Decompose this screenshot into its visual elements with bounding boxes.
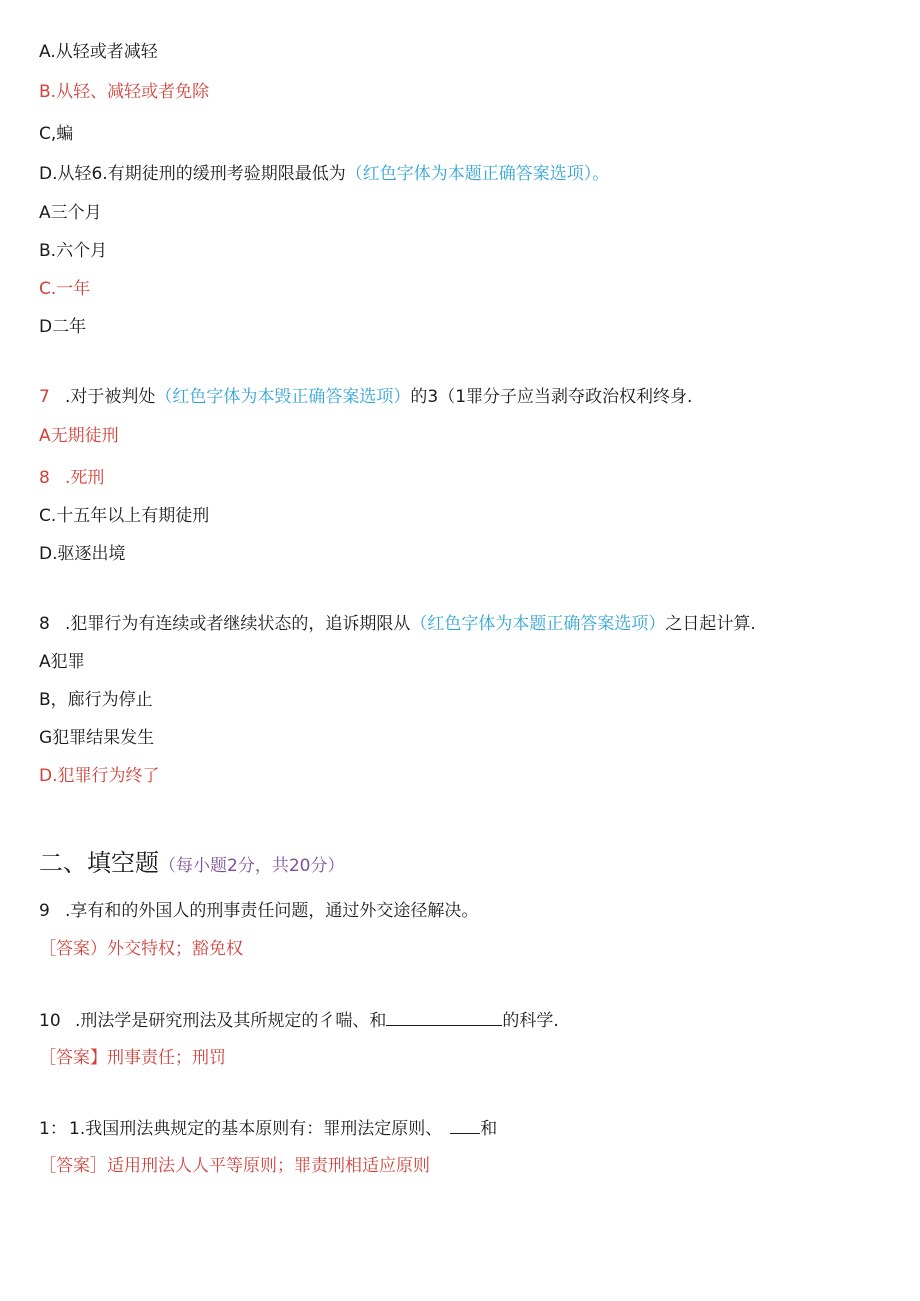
- q7-text: .对于被判处: [65, 387, 156, 407]
- section-heading: [39, 847, 344, 882]
- q7-option-c: C.十五年以上有期徒刑: [39, 506, 210, 526]
- q11-blank: [450, 1116, 480, 1134]
- q11-text-before: 1.我国刑法典规定的基本原则有：罪刑法定原则、: [69, 1119, 443, 1139]
- q6-option-c: C.一年: [39, 279, 91, 299]
- q11-text-after: 和: [480, 1119, 498, 1139]
- q9-answer: ［答案）外交特权；豁免权: [39, 939, 243, 959]
- q6-answer-hint: （红色字体为本题正确答案选项）: [345, 164, 593, 184]
- q6-option-b: B.六个月: [39, 241, 108, 261]
- q10-question: [39, 1008, 559, 1033]
- q7-option-a: A无期徒刑: [39, 426, 119, 446]
- q7-option-b-text: .死刑: [65, 468, 105, 488]
- q8-option-d: D.犯罪行为终了: [39, 766, 160, 786]
- q11-answer: ［答案］适用刑法人人平等原则；罪责刑相适应原则: [39, 1156, 430, 1176]
- q5-option-b: B.从轻、减轻或者免除: [39, 82, 210, 102]
- q11-number: 1：: [39, 1119, 67, 1139]
- q8-number: 8: [39, 614, 50, 634]
- q5-option-a: A.从轻或者减轻: [39, 42, 158, 62]
- q6-option-a: A三个月: [39, 203, 102, 223]
- q8-text-end: 之日起计算.: [665, 614, 756, 634]
- q6-option-d: D二年: [39, 317, 87, 337]
- q8-option-a: A犯罪: [39, 652, 85, 672]
- q6-question-end: 。: [592, 164, 610, 184]
- q10-blank: [386, 1008, 502, 1026]
- q7-option-b-number: 8: [39, 468, 50, 488]
- section-score: （每小题2分，共20分）: [159, 856, 345, 876]
- section-title: 二、填空题: [39, 849, 159, 877]
- q7-option-b: [39, 466, 104, 490]
- q7-number: 7: [39, 387, 50, 407]
- q8-option-b: B，廊行为停止: [39, 690, 153, 710]
- q5-option-d-and-q6-question: [39, 162, 609, 186]
- q10-number: 10: [39, 1011, 61, 1031]
- q7-answer-hint: （红色字体为本毁正确答案选项）: [155, 387, 411, 407]
- q10-text-before: .刑法学是研究刑法及其所规定的彳喘、和: [75, 1011, 387, 1031]
- q8-option-c: G犯罪结果发生: [39, 728, 155, 748]
- q9-number: 9: [39, 901, 50, 921]
- q7-text-end: 的3（1罪分子应当剥夺政治权利终身.: [410, 387, 693, 407]
- q7-question: [39, 385, 692, 409]
- q9-text: .享有和的外国人的刑事责任问题，通过外交途径解决。: [65, 901, 479, 921]
- q10-text-after: 的科学.: [502, 1011, 559, 1031]
- q11-question: [39, 1116, 497, 1141]
- q9-question: [39, 899, 478, 923]
- q8-question: [39, 612, 756, 636]
- q8-answer-hint: （红色字体为本题正确答案选项）: [410, 614, 666, 634]
- q6-question-text: D.从轻6.有期徒刑的缓刑考验期限最低为: [39, 164, 346, 184]
- q7-option-d: D.驱逐出境: [39, 544, 126, 564]
- q5-option-c: C,蝙: [39, 124, 74, 144]
- q10-answer: ［答案】刑事责任；刑罚: [39, 1048, 226, 1068]
- q8-text: .犯罪行为有连续或者继续状态的，追诉期限从: [65, 614, 411, 634]
